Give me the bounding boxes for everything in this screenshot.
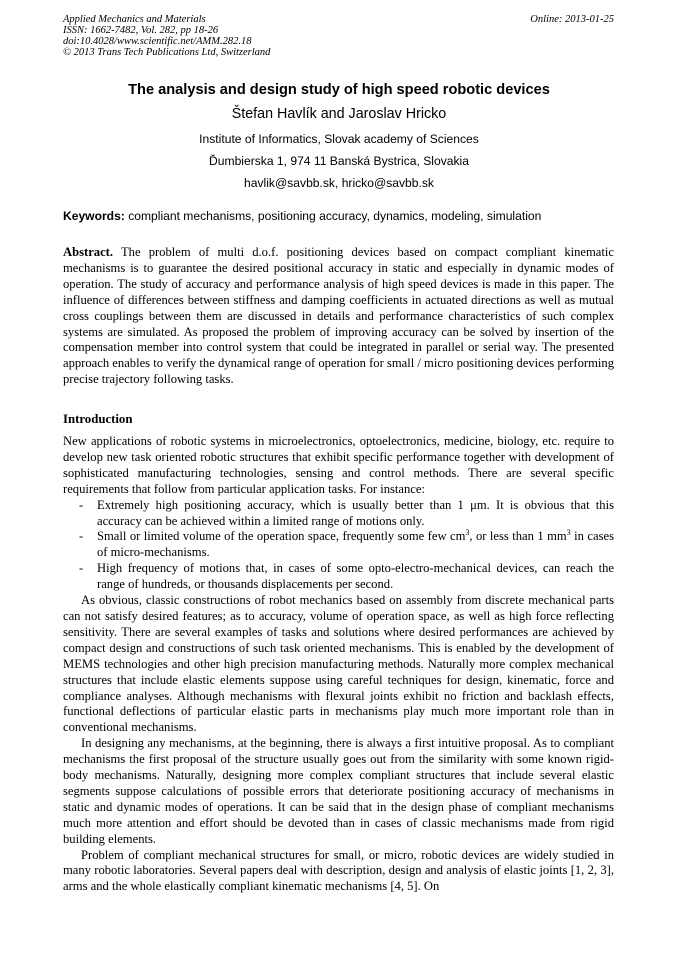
affiliation-email: havlik@savbb.sk, hricko@savbb.sk xyxy=(244,176,434,190)
dash-bullet: - xyxy=(79,561,84,576)
intro-paragraph-3: In designing any mechanisms, at the beginning, there is always a first intuitive proposal. As to compliant mechanisms the first proposal of the structure usually goes out from the similarity with some known rigid-body mechanisms. Naturally, designing more complex compliant structures that include several elastic segments suppose calculations of possible errors that deteriorate positioning accuracy of mechanisms in static and dynamic modes of operations. It can be said that in the design phase of compliant mechanisms much more attention and effort should be devoted than in cases of classic mechanisms made from rigid building elements. xyxy=(63,736,614,846)
paper-authors: Štefan Havlík and Jaroslav Hricko xyxy=(231,106,447,122)
superscript: 3 xyxy=(465,528,470,538)
abstract-text: The problem of multi d.o.f. positioning devices based on compact compliant kinematic mechanisms is to guarantee the desired positional accuracy in static and especially in dynamic modes of operation. The study of accuracy and performance analysis of high speed devices is made in this paper. The influence of differences between stiffness and damping coefficients in actuated directions as well as mutual cross couplings between them are discussed in details and performance characteristics of such complex systems are simulated. As proposed the problem of improving accuracy can be solved by insertion of the compensation member into control system that could be integrated in parallel or serial way. The presented approach enables to verify the dynamical range of operation for small / micro positioning devices performing precise trajectory following tasks. xyxy=(63,245,614,387)
list-item-text: Extremely high positioning accuracy, which is usually better than 1 μm. It is obvious that this accuracy can be achieved within a limited range of motions only. xyxy=(97,497,614,528)
abstract-paragraph xyxy=(63,245,614,388)
abstract xyxy=(63,245,614,388)
requirements-list xyxy=(63,498,614,593)
intro-paragraph-2: As obvious, classic constructions of robot mechanics based on assembly from discrete mechanical parts can not satisfy desired features; as to accuracy, volume of operation space, as well as high force reflecting sensitivity. There are several examples of tasks and solutions where desired performances are achieved by compact design and constructions of such task oriented mechanisms. This is enabled by the development of MEMS technologies and other high precision manufacturing methods. Naturally more complex mechanical structures that include elastic elements suppose using careful techniques for design, kinematic, force and compliance analyses. Although mechanisms with flexural joints exhibit no friction and backlash effects, functional deflections of particular elastic parts in mechanisms play much more important role than in conventional mechanisms. xyxy=(63,593,614,735)
superscript: 3 xyxy=(566,528,571,538)
intro-paragraph-1: New applications of robotic systems in microelectronics, optoelectronics, medicine, biology, etc. require to develop new task oriented robotic structures that exhibit specific performance together with development of sophisticated manufacturing technologies, sensing and control methods. There are several specific requirements that follow from particular application tasks. For instance: xyxy=(63,434,614,496)
keywords xyxy=(63,209,541,223)
list-item-text: in cases of micro-mechanisms. xyxy=(97,529,614,560)
section-heading-introduction: Introduction xyxy=(63,412,133,426)
dash-bullet: - xyxy=(79,529,84,544)
journal-doi: doi:10.4028/www.scientific.net/AMM.282.18 xyxy=(63,36,252,47)
affiliation-address: Ďumbierska 1, 974 11 Banská Bystrica, Slovakia xyxy=(209,154,469,168)
paper-title: The analysis and design study of high speed robotic devices xyxy=(128,82,550,98)
list-item-text: High frequency of motions that, in cases of some opto-electro-mechanical devices, can reach the range of hundreds, or thousands displacements per second. xyxy=(97,561,614,592)
abstract-label: Abstract. xyxy=(63,245,114,259)
list-item xyxy=(63,561,614,593)
list-item xyxy=(63,529,614,561)
affiliation-institute: Institute of Informatics, Slovak academy of Sciences xyxy=(199,132,479,146)
online-date: Online: 2013-01-25 xyxy=(530,14,614,25)
intro-paragraph-4: Problem of compliant mechanical structures for small, or micro, robotic devices are widely studied in many robotic laboratories. Several papers deal with description, design and analysis of elastic joints [1, 2, 3], arms and the whole elastically compliant kinematic mechanisms [4, 5]. On xyxy=(63,847,614,894)
journal-issn: ISSN: 1662-7482, Vol. 282, pp 18-26 xyxy=(63,25,219,36)
list-item-text: , or less than 1 mm xyxy=(469,529,567,544)
list-item-text: Small or limited volume of the operation space, frequently some few cm xyxy=(97,529,466,544)
journal-copyright: © 2013 Trans Tech Publications Ltd, Switzerland xyxy=(63,47,271,58)
keywords-text: compliant mechanisms, positioning accuracy, dynamics, modeling, simulation xyxy=(124,209,542,223)
keywords-label: Keywords: xyxy=(63,209,125,223)
journal-header xyxy=(63,14,270,58)
introduction-body xyxy=(63,434,614,895)
journal-name: Applied Mechanics and Materials xyxy=(63,14,206,25)
dash-bullet: - xyxy=(79,497,84,512)
list-item xyxy=(63,498,614,530)
